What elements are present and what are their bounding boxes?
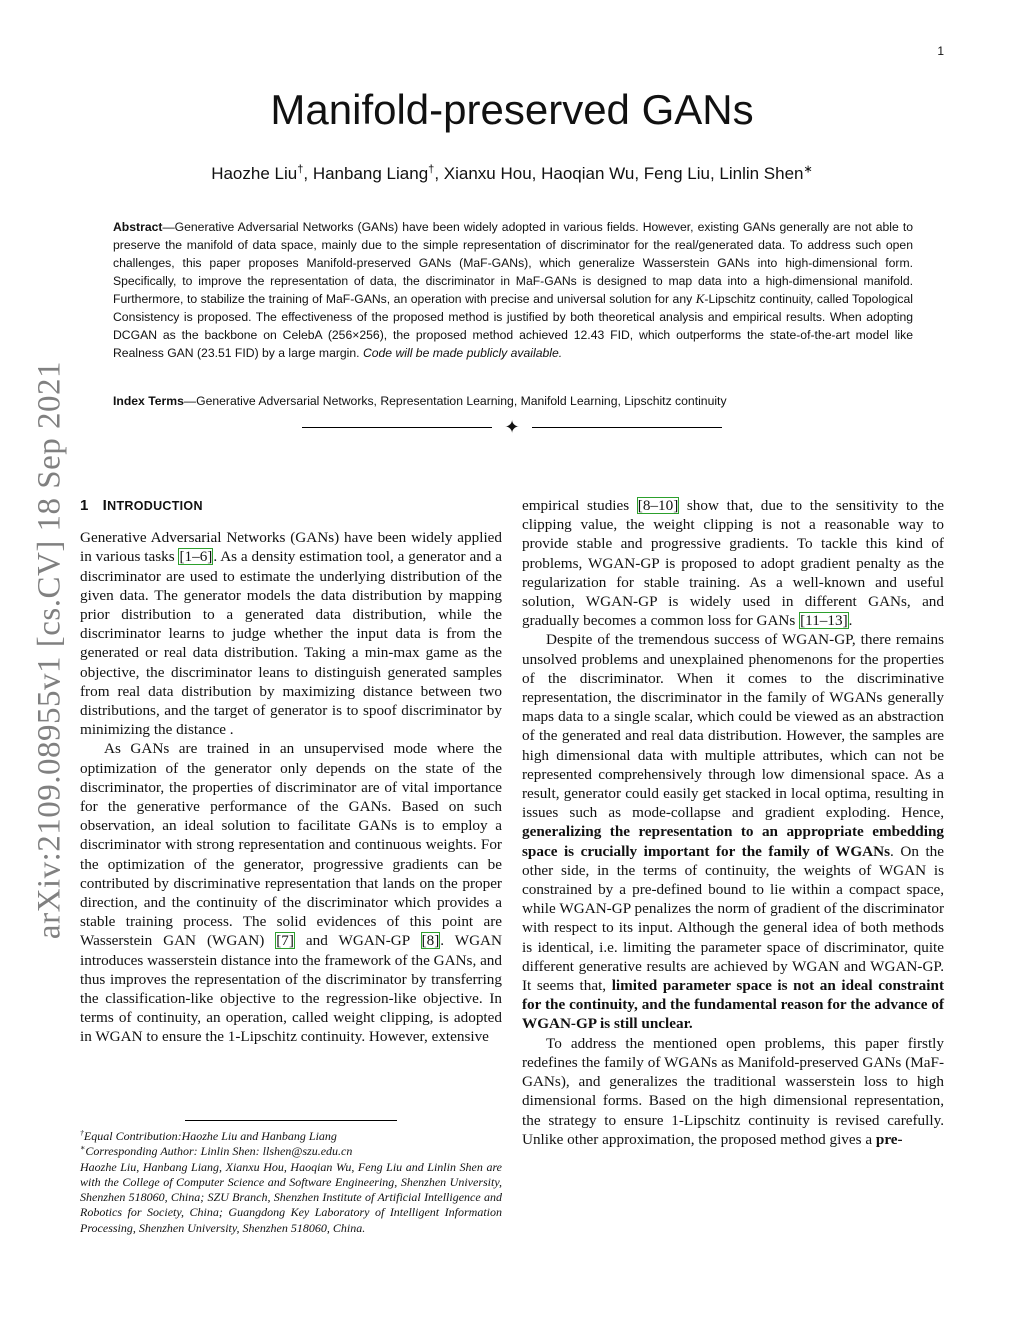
footnote-text: Corresponding Author: Linlin Shen: llshen@szu.edu.cn <box>85 1144 353 1159</box>
index-terms <box>113 392 913 410</box>
page-number: 1 <box>937 44 944 58</box>
citation-link[interactable]: [8] <box>421 932 440 950</box>
paragraph-text: . WGAN introduces wasserstein distance into the framework of the GANs, and thus improves the representation of the discriminator by transferring the classification-like objective to the regression-like objective. In terms of continuity, an operation, called weight clipping, is adopted in WGAN to ensure the 1-Lipschitz continuity. However, extensive <box>80 932 502 1046</box>
divider-star-icon: ✦ <box>504 417 520 437</box>
index-terms-label: Index Terms <box>113 394 184 408</box>
arxiv-identifier[interactable]: arXiv:2109.08955v1 [cs.CV] 18 Sep 2021 <box>31 360 68 940</box>
right-column <box>522 496 944 1149</box>
abstract-text-continued: -Lipschitz continuity, called Topological Consistency is proposed. The effectiveness of the proposed method is justified by both theoretical analysis and empirical results. When adopting DCGAN as the backbone on CelebA (256×256), the proposed method achieved 12.43 FID, which outperforms the state-of-the-art model like Realness GAN (23.51 FID) by a large margin. <box>113 292 914 360</box>
paragraph-text: Generative Adversarial Networks (GANs) have been widely applied in various tasks <box>80 529 502 566</box>
abstract-code-note: Code will be made publicly available. <box>362 346 563 360</box>
footnote-equal-contribution <box>80 1129 502 1144</box>
footnote-affiliations: Haozhe Liu, Hanbang Liang, Xianxu Hou, Haoqian Wu, Feng Liu and Linlin Shen are with the College of Computer Science and Software Engineering, Shenzhen University, Shenzhen 518060, China; SZU Branch, Shenzhen Institute of Artificial Intelligence and Robotics for Society, China; Guangdong Key Laboratory of Intelligent Information Processing, Shenzhen University, Shenzhen 518060, China. <box>80 1159 502 1235</box>
emphasis-text: pre- <box>875 1130 903 1148</box>
intro-paragraph-2 <box>80 739 502 1046</box>
intro-paragraph-1 <box>80 528 502 739</box>
section-heading-introduction <box>80 496 502 516</box>
citation-link[interactable]: [8–10] <box>637 497 679 514</box>
paragraph-text: empirical studies <box>522 497 637 514</box>
footnote-mark: † <box>80 1128 84 1137</box>
footnote-mark: ∗ <box>80 1143 86 1153</box>
equal-contribution-mark: † <box>297 163 304 176</box>
section-number: 1 <box>80 497 89 514</box>
author-liu: Haozhe Liu <box>211 164 298 183</box>
right-paragraph-2 <box>522 630 944 1033</box>
paragraph-text: Despite of the tremendous success of WGAN-GP, there remains unsolved problems and unexplained phenomenons for the properties of the discriminator. When it comes to the discriminative representation, the discriminator in the family of WGANs generally maps data to a single scalar, which could be viewed as an abstraction of the generated and real data distribution. However, the samples are high dimensional data with multiple attributes, which can not be represented comprehensively through low dimensional space. As a result, generator could easily get stacked in local optima, resulting in issues such as mode-collapse and gradient exploding. Hence, <box>522 631 944 822</box>
paragraph-text: show that, due to the sensitivity to the clipping value, the weight clipping is not a reasonable way to provide stable and progressive gradients. To tackle this kind of problems, WGAN-GP is proposed to adopt gradient penalty as the regularization for stable training. As a well-known and useful solution, WGAN-GP is widely used in different GANs, and gradually becomes a common loss for GANs <box>522 497 944 630</box>
corresponding-author-mark: ∗ <box>803 163 813 176</box>
author-list <box>0 164 1024 184</box>
paragraph-text: . As a density estimation tool, a generator and a discriminator are used to estimate the underlying distribution of the given data. The generator models the data distribution by mapping prior distribution to a generated data distribution, while the discriminator learns to judge whether the input data is from the generated or real data distribution. Taking a min-max game as the objective, the discriminator leans to distinguish generated samples from real data distribution by maximizing distance between two distributions, and the target of generator is to spoof discriminator by minimizing the distance . <box>80 548 502 739</box>
footnotes <box>80 1120 502 1236</box>
paper-title: Manifold-preserved GANs <box>270 86 754 133</box>
abstract-label: Abstract <box>113 220 163 234</box>
index-terms-text: —Generative Adversarial Networks, Representation Learning, Manifold Learning, Lipschitz continuity <box>183 394 727 408</box>
emphasis-text: generalizing the representation to an appropriate embedding space is crucially important for the family of WGANs <box>522 823 944 860</box>
paragraph-text: . On the other side, in the terms of continuity, the weights of WGAN is constrained by a pre-defined bound to lie within a compact space, while WGAN-GP penalizes the norm of gradient of the discriminator with respect to its input. Although the general idea of both methods is identical, i.e. limiting the parameter space of discriminator, quite different generative results are achieved by WGAN and WGAN-GP. It seems that, <box>522 842 944 995</box>
footnote-rule <box>185 1120 397 1121</box>
abstract-text: —Generative Adversarial Networks (GANs) have been widely adopted in various fields. However, existing GANs generally are not able to preserve the manifold of data space, mainly due to the simple representation of discriminator for the real/generated data. To address such open challenges, this paper proposes Manifold-preserved GANs (MaF-GANs), which generalize Wasserstein GANs into high-dimensional form. Specifically, to improve the representation of data, the discriminator in MaF-GANs is designed to map data into a high-dimensional manifold. Furthermore, to stabilize the training of MaF-GANs, an operation with precise and universal solution for any <box>113 220 913 306</box>
paragraph-text: As GANs are trained in an unsupervised mode where the optimization of the generator only depends on the state of the discriminator, the properties of discriminator are of vital importance for the generative performance of the GANs. Based on such observation, an ideal solution to facilitate GANs is to employ a discriminator with strong representation and continuous weights. For the optimization of the generator, progressive gradients can be contributed by discriminative representation that lands on the proper direction, and the continuity of the discriminator which provides a stable training process. The solid evidences of this point are Wasserstein GAN (WGAN) <box>80 740 502 950</box>
paragraph-text: . <box>848 612 853 630</box>
footnote-text: Equal Contribution:Haozhe Liu and Hanbang Liang <box>83 1129 337 1143</box>
right-paragraph-1 <box>522 496 944 630</box>
divider-rule-right <box>532 427 722 428</box>
citation-link[interactable]: [1–6] <box>179 548 213 566</box>
divider-rule-left <box>302 427 492 428</box>
section-title-rest: NTRODUCTION <box>107 499 203 513</box>
paragraph-text: To address the mentioned open problems, this paper firstly redefines the family of WGANs as Manifold-preserved GANs (MaF-GANs), and generalizes the traditional wasserstein loss to high dimensional forms. Based on the high dimensional representation, the strategy to ensure 1-Lipschitz continuity is revised carefully. Unlike other approximation, the proposed method gives a <box>522 1034 944 1148</box>
left-column <box>80 496 502 1047</box>
right-paragraph-3 <box>522 1034 944 1149</box>
section-divider <box>302 417 722 437</box>
section-title-initial: I <box>102 497 108 514</box>
emphasis-text: limited parameter space is not an ideal constraint for the continuity, and the fundamental reason for the advance of WGAN-GP is still unclear. <box>522 977 944 1033</box>
footnote-corresponding-author <box>80 1144 502 1159</box>
abstract <box>113 218 913 362</box>
author-liang: , Hanbang Liang <box>303 164 429 183</box>
abstract-k-symbol: K <box>695 291 705 306</box>
other-authors: , Xianxu Hou, Haoqian Wu, Feng Liu, Linlin Shen <box>434 164 804 183</box>
citation-link[interactable]: [11–13] <box>800 612 848 630</box>
citation-link[interactable]: [7] <box>276 932 294 950</box>
paragraph-text: and WGAN-GP <box>294 932 421 950</box>
equal-contribution-mark: † <box>428 163 435 176</box>
